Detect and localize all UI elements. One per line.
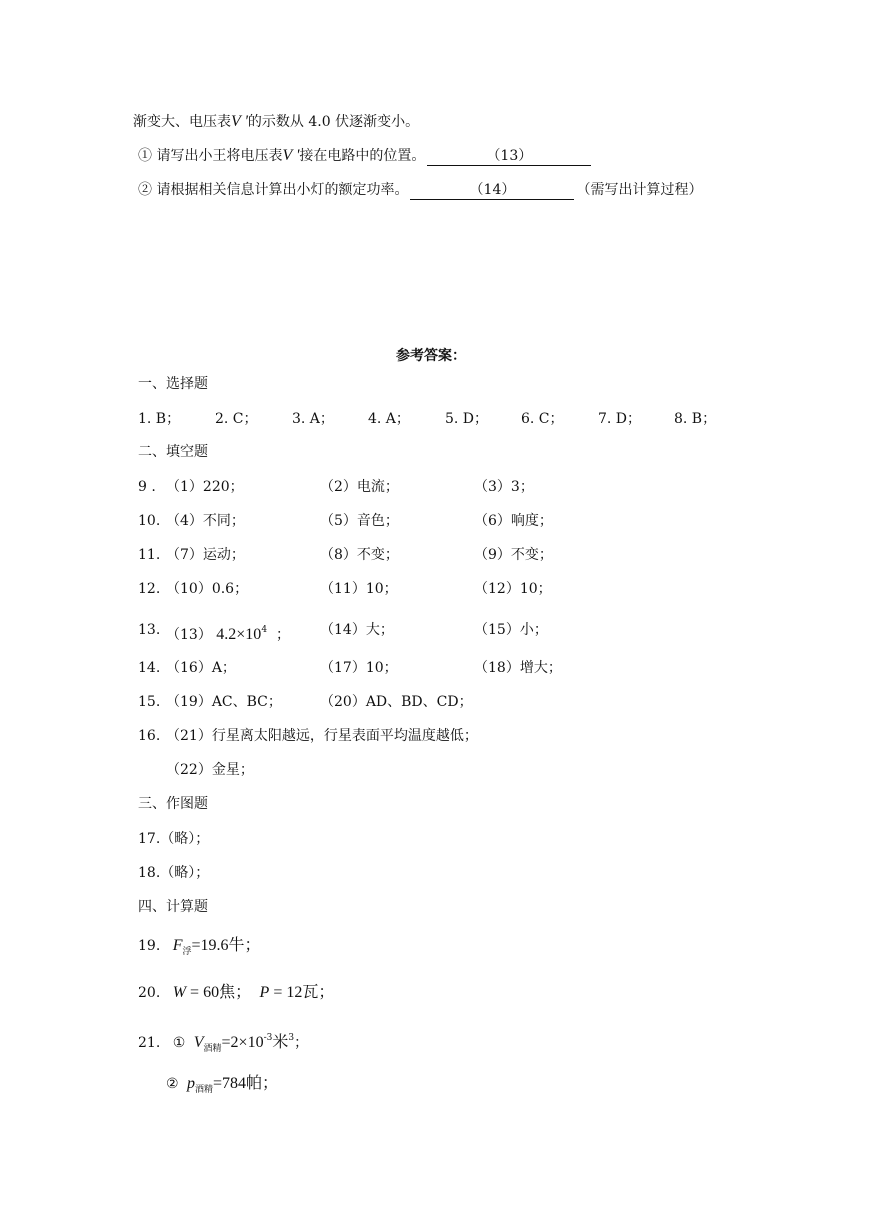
math-expression: =2×10 [221, 1034, 264, 1051]
punctuation: ； [294, 1035, 309, 1051]
choice-answer: 5. D； [445, 411, 489, 427]
answer-cell: （10）0.6； [166, 581, 249, 597]
choice-answer: 6. C； [521, 411, 564, 427]
choice-answer: 1. B； [138, 411, 181, 427]
question-item-1 [138, 146, 593, 166]
row-number: 11. [138, 547, 161, 563]
question-text: 请根据相关信息计算出小灯的额定功率。 [156, 182, 409, 198]
answer-blank-14: （14） [410, 181, 574, 200]
math-subscript: 浮 [182, 947, 192, 957]
answer-cell [166, 620, 290, 645]
answer-cell: （5）音色； [320, 513, 399, 529]
answer-cell: （11）10； [320, 581, 398, 597]
row-number: 10. [138, 513, 161, 529]
item-marker: ② [166, 1076, 179, 1092]
question-item-2 [138, 180, 702, 200]
answer-blank-13: （13） [427, 147, 591, 166]
math-expression: =784帕； [213, 1075, 279, 1092]
math-expression: = 12瓦； [269, 984, 335, 1001]
choice-answer: 7. D； [598, 411, 642, 427]
question-text: 接在电路中的位置。 [299, 148, 426, 164]
answer-cell: （7）运动； [166, 547, 245, 563]
row-number: 12. [138, 581, 161, 597]
row-number: 15. [138, 694, 161, 710]
choice-answer: 4. A； [368, 411, 410, 427]
punctuation: ； [275, 627, 290, 643]
item-marker: ① [138, 148, 152, 164]
voltmeter-symbol: V ' [282, 147, 300, 164]
row-number: 9 . [138, 479, 156, 495]
answer-row-21b [166, 1074, 278, 1100]
voltmeter-symbol: V ' [231, 113, 248, 130]
choice-answer: 3. A； [292, 411, 334, 427]
answer-cell: （15）小； [474, 622, 548, 638]
question-text: 渐变大、电压表 [133, 114, 231, 130]
choice-answer: 2. C； [215, 411, 258, 427]
question-text: 请写出小王将电压表 [156, 148, 283, 164]
row-number: 13. [138, 622, 161, 638]
question-line-1 [133, 112, 419, 132]
section-calc-heading: 四、计算题 [138, 899, 208, 915]
answer-row-21 [138, 1028, 308, 1059]
answer-row-16b: （22）金星； [166, 762, 254, 778]
math-variable: W [172, 984, 187, 1001]
answer-cell: （9）不变； [474, 547, 553, 563]
section-fill-heading: 二、填空题 [138, 444, 208, 460]
answer-cell: （19）AC、BC； [166, 694, 282, 710]
math-expression: = 60焦； [186, 984, 252, 1001]
answer-cell: （16）A； [166, 660, 236, 676]
row-number: 20. [138, 985, 161, 1001]
answer-row-18: 18.（略）； [138, 865, 210, 881]
math-subscript: 酒精 [195, 1085, 214, 1095]
answer-cell: （2）电流； [320, 479, 399, 495]
row-number: 14. [138, 660, 161, 676]
answer-row-17: 17.（略）； [138, 831, 210, 847]
math-variable: P [259, 984, 270, 1001]
section-drawing-heading: 三、作图题 [138, 796, 208, 812]
answer-cell: （4）不同； [166, 513, 245, 529]
row-number: 16. [138, 728, 161, 744]
answer-cell: （18）增大； [474, 660, 562, 676]
answer-row-20 [138, 983, 334, 1003]
answer-cell: （1）220； [166, 479, 244, 495]
math-variable: p [187, 1075, 196, 1092]
question-note: （需写出计算过程） [576, 182, 703, 198]
answer-cell: （20）AD、BD、CD； [320, 694, 473, 710]
answers-title: 参考答案： [396, 348, 466, 364]
math-exponent: -3 [263, 1033, 273, 1043]
section-choice-heading: 一、选择题 [138, 376, 208, 392]
row-number: 21. [138, 1035, 161, 1051]
answer-cell: （3）3； [474, 479, 534, 495]
math-variable: F [172, 937, 183, 954]
answer-cell: （17）10； [320, 660, 398, 676]
answer-cell: （14）大； [320, 622, 394, 638]
math-expression: 4.2×10 [216, 626, 262, 643]
item-marker: ② [138, 182, 152, 198]
math-unit: 米 [272, 1034, 289, 1051]
answer-cell: （21）行星离太阳越远，行星表面平均温度越低； [166, 728, 478, 744]
answer-cell: （12）10； [474, 581, 552, 597]
math-expression: =19.6牛； [191, 937, 261, 954]
answer-cell: （8）不变； [320, 547, 399, 563]
math-exponent: 4 [261, 625, 268, 635]
math-variable: V [193, 1034, 204, 1051]
blank-label: （13） [166, 627, 212, 643]
answer-cell: （6）响度； [474, 513, 553, 529]
question-text: 的示数从 4.0 伏逐渐变小。 [247, 114, 420, 130]
math-subscript: 酒精 [203, 1044, 222, 1054]
row-number: 19. [138, 938, 161, 954]
choice-answer: 8. B； [674, 411, 717, 427]
answer-row-19 [138, 936, 261, 962]
math-exponent: 3 [288, 1033, 295, 1043]
item-marker: ① [172, 1035, 186, 1051]
